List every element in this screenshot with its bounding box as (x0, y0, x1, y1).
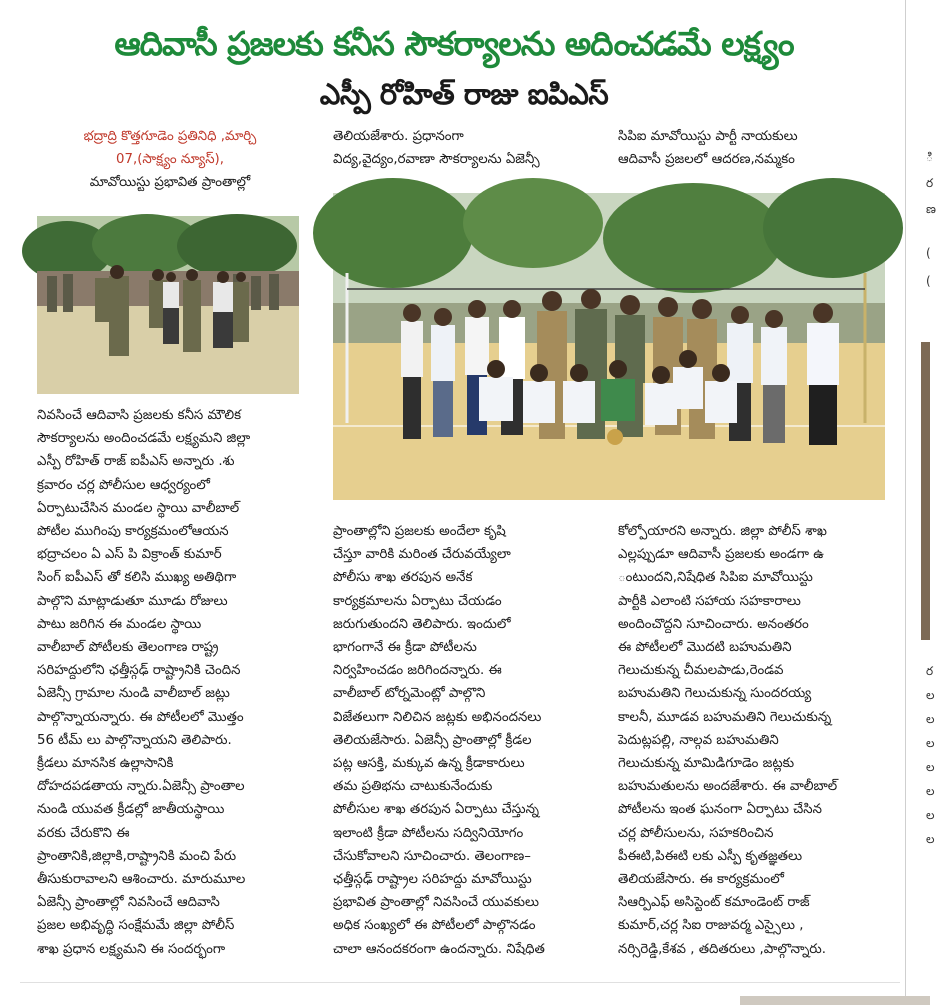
article-line: తమ ప్రతిభను చాటుకునేందుకు (333, 779, 493, 795)
dateline: 07,(సాక్ష్యం న్యూస్), (116, 152, 224, 168)
article-line: బహుమతులను అందజేశారు. ఈ వాలీబాల్ (618, 779, 838, 795)
article-line: ఏజెన్సీ గ్రామాల నుండి వాలీబాల్ జట్లు (37, 686, 230, 702)
article-line: గెలుచుకున్న చీమలపాడు,రెండవ (618, 663, 784, 679)
article-line: ఈ పోటీలలో మొదటి బహుమతిని (618, 640, 792, 656)
article-line: పాటు జరిగిన ఈ మండల స్థాయి (37, 616, 202, 632)
column-3-body (618, 520, 894, 961)
article-line: పాల్గొని మాట్లాడుతూ మూడు రోజులు (37, 593, 228, 609)
article-line: ఛత్తీస్గఢ్ రాష్ట్రాల సరిహద్దు మావోయిస్టు (333, 872, 532, 888)
article-line: క్రీడలు మానసిక ఉల్లాసానికి (37, 756, 174, 772)
column-3-top (618, 125, 888, 171)
article-line: కుమార్,చర్ల సిఐ రాజువర్మ ఎస్సైలు , (618, 918, 804, 934)
headline: ఆదివాసీ ప్రజలకు కనీస సౌకర్యాలను అదించడమే లక్ష్యం (114, 24, 794, 63)
article-line: సిఆర్పిఎఫ్ అసిస్టెంట్ కమాండెంట్ రాజ్ (618, 895, 810, 911)
article-line: ఎల్లప్పుడూ ఆదివాసీ ప్రజలకు అండగా ఉ (618, 547, 824, 563)
article-line: నిర్వహించడం జరిగిందన్నారు. ఈ (333, 663, 502, 679)
article-line: విద్య,వైద్యం,రవాణా సౌకర్యాలను ఏజెన్సీ (333, 152, 540, 168)
article-line: పోటీల ముగింపు కార్యక్రమంలోఆయన (37, 524, 229, 540)
edge-glyph: ల (926, 688, 935, 702)
edge-glyph: ల (926, 760, 935, 774)
article-line: మావోయిస్టు ప్రభావిత ప్రాంతాల్లో (89, 175, 251, 191)
article-line: శాఖ ప్రధాన లక్ష్యమని ఈ సందర్భంగా (37, 941, 226, 957)
article-line: గెలుచుకున్న మామిడిగూడెం జట్లకు (618, 756, 795, 772)
column-1-top (37, 125, 303, 195)
article-line: పాల్గొన్నాయన్నారు. ఈ పోటీలలో మొత్తం (37, 709, 244, 725)
article-line: నర్సిరెడ్డి,కేశవ , తదితరులు ,పాల్గొన్నారు. (618, 941, 827, 957)
article-line: విజేతలుగా నిలిచిన జట్లకు అభినందనలు (333, 709, 542, 725)
article-line: ఎస్పీ రోహిత్ రాజ్ ఐపీఎస్ అన్నారు .శు (37, 454, 235, 470)
article-line: తెలియజేశారు. ప్రధానంగా (333, 129, 464, 144)
article-line: పీఈటి,పిఈటి లకు ఎస్పీ కృతజ్ఞతలు (618, 848, 803, 864)
article-line: పార్టీకి ఎలాంటి సహాయ సహకారాలు (618, 593, 801, 609)
edge-glyph: ర (926, 176, 934, 190)
article-line: ంటుందని,నిషేధిత సిపిఐ మావోయిస్టు (618, 570, 813, 586)
article-line: కాలనీ, మూడవ బహుమతిని గెలుచుకున్న (618, 709, 832, 725)
article-line: ఆదివాసీ ప్రజలలో ఆదరణ,నమ్మకం (618, 152, 795, 168)
article-line: పోటీలను ఇంత ఘనంగా ఏర్పాటు చేసిన (618, 802, 822, 818)
edge-glyph: ర (926, 664, 934, 678)
column-2-body (333, 520, 603, 961)
article-line: వాలీబాల్ టోర్నమెంట్లో పాల్గొని (333, 686, 486, 702)
edge-glyph: ల (926, 784, 935, 798)
article-line: క్రవారం చర్ల పోలీసుల ఆధ్వర్యంలో (37, 477, 210, 493)
article-line: చాలా ఆనందకరంగా ఉందన్నారు. నిషేధిత (333, 941, 545, 957)
article-line: ఇలాంటి క్రీడా పోటీలను సద్వినియోగం (333, 825, 524, 841)
police-officers-photo (37, 216, 299, 394)
article-line: దోహదపడతాయ న్నారు.ఏజెన్సీ ప్రాంతాల (37, 779, 245, 795)
edge-glyph: ి (926, 150, 933, 164)
subheadline: ఎస్పీ రోహిత్ రాజు ఐపిఎస్ (319, 77, 609, 111)
article-line: బహుమతిని గెలుచుకున్న సుందరయ్య (618, 686, 812, 702)
column-2-top (333, 125, 603, 171)
article-line: పోలీసుల శాఖ తరపున ఏర్పాటు చేస్తున్న (333, 802, 539, 818)
divider (20, 982, 900, 983)
article-line: నివసించే ఆదివాసి ప్రజలకు కనీస మౌలిక (37, 408, 242, 423)
article-line: తీసుకురావాలని ఆశించారు. మారుమూల (37, 872, 246, 888)
article-line: పట్ల ఆసక్తి, మక్కువ ఉన్న క్రీడాకారులు (333, 756, 525, 772)
article-line: అధిక సంఖ్యలో ఈ పోటీలలో పాల్గొనడం (333, 918, 536, 934)
article-line: ప్రజల అభివృద్ధి సంక్షేమమే జిల్లా పోలీస్ (37, 918, 235, 934)
article-line: చేసుకోవాలని సూచించారు. తెలంగాణ– (333, 848, 531, 864)
adjacent-image-edge (740, 996, 930, 1005)
article-line: సౌకర్యాలను అందించడమే లక్ష్యమని జిల్లా (37, 431, 251, 447)
edge-glyph: ల (926, 808, 935, 822)
article-line: తెలియజేసారు. ఈ కార్యక్రమంలో (618, 872, 784, 888)
edge-glyph: ( (926, 274, 931, 288)
article-line: జరుగుతుందని తెలిపారు. ఇందులో (333, 616, 511, 632)
article-line: నుండి యువత క్రీడల్లో జాతీయస్థాయి (37, 802, 225, 818)
article-line: భద్రాచలం ఏ ఎస్ పి విక్రాంత్ కుమార్ (37, 547, 222, 563)
volleyball-team-photo (333, 193, 885, 500)
article-line: చర్ల పోలీసులను, సహకరించిన (618, 825, 774, 841)
edge-glyph: ల (926, 712, 935, 726)
article-line: పెదుట్లపల్లి, నాల్గవ బహుమతిని (618, 732, 779, 748)
dateline: భద్రాద్రి కొత్తగూడెం ప్రతినిధి ,మార్చి (83, 129, 257, 144)
article-line: పోలీసు శాఖ తరపున అనేక (333, 570, 473, 586)
edge-glyph: ల (926, 832, 935, 846)
column-1-body (37, 404, 303, 961)
article-line: ఏజెన్సీ ప్రాంతాల్లో నివసించే ఆదివాసి (37, 895, 220, 911)
article-line: భాగంగానే ఈ క్రీడా పోటీలను (333, 640, 477, 656)
article-line: చేస్తూ వారికి మరింత చేరువయ్యేలా (333, 547, 511, 563)
article-line: కోల్పోయారని అన్నారు. జిల్లా పోలీస్ శాఖ (618, 524, 827, 539)
article-line: తెలియజేసారు. ఏజెన్సీ ప్రాంతాల్లో క్రీడల (333, 732, 532, 748)
article-line: 56 టీమ్ లు పాల్గొన్నాయని తెలిపారు. (37, 732, 232, 748)
article-line: ప్రాంతాల్లోని ప్రజలకు అందేలా కృషి (333, 524, 506, 539)
edge-glyph: ల (926, 736, 935, 750)
adjacent-photo-edge (921, 342, 930, 640)
edge-glyph: ణ (926, 202, 936, 216)
edge-glyph: ( (926, 246, 931, 260)
article-line: ప్రాంతానికి,జిల్లాకి,రాష్ట్రానికి మంచి పేరు (37, 848, 237, 864)
article-line: సింగ్ ఐపీఎస్ తో కలిసి ముఖ్య అతిథిగా (37, 570, 237, 586)
article-line: కార్యక్రమాలను ఏర్పాటు చేయడం (333, 593, 502, 609)
article-line: సిపిఐ మావోయిస్టు పార్టీ నాయకులు (618, 129, 798, 144)
article-line: ఏర్పాటుచేసిన మండల స్థాయి వాలీబాల్ (37, 500, 240, 516)
article-line: సరిహద్దులోని ఛత్తీస్గఢ్ రాష్ట్రానికి చెందిన (37, 663, 241, 679)
article-line: అందించొద్దని సూచించారు. అనంతరం (618, 616, 809, 632)
article-line: ప్రభావిత ప్రాంతాల్లో నివసించే యువకులు (333, 895, 539, 911)
article-line: వరకు చేరుకొని ఈ (37, 825, 130, 841)
article-line: వాలీబాల్ పోటీలకు తెలంగాణ రాష్ట్ర (37, 640, 219, 656)
